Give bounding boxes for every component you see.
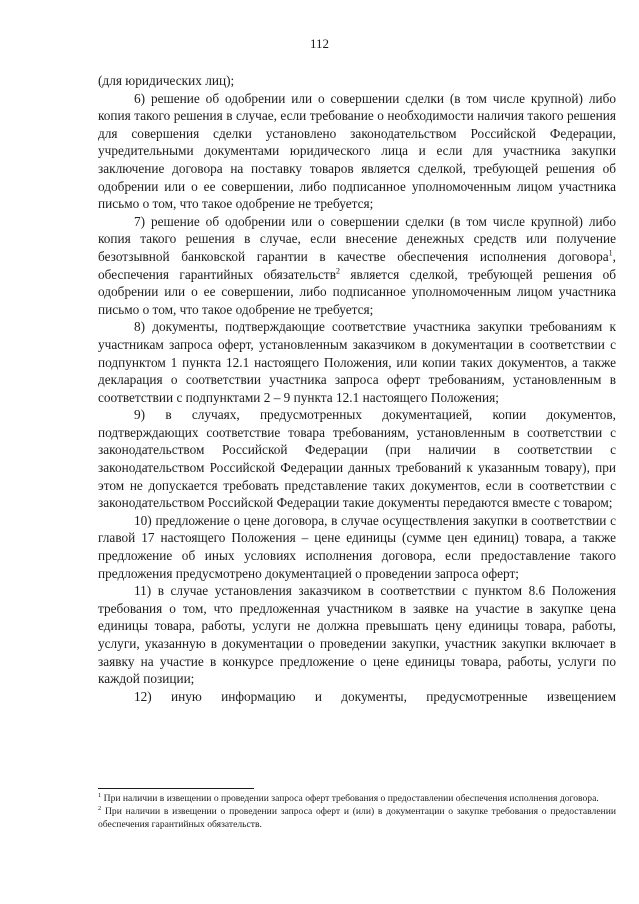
paragraph-item-6: 6) решение об одобрении или о совершении сделки (в том числе крупной) либо копия такого решения в случае, если требование о необходимости наличия такого решения для совершения сделки установлено законодательством Российской Федерации, учредительными документами юридического лица и если для участника закупки заключение договора на поставку товаров является сделкой, требующей решения об одобрении или о ее совершении, либо подписанное уполномоченным лицом участника письмо о том, что такое одобрение не требуется; bbox=[98, 90, 616, 212]
footnote-1 bbox=[98, 793, 616, 805]
paragraph-item-7-part-1: 7) решение об одобрении или о совершении сделки (в том числе крупной) либо копия такого решения в случае, если внесение денежных средств или получение безотзывной банковской гарантии в качестве обеспечения исполнения договора bbox=[98, 213, 616, 264]
footnote-mark-1: 1 bbox=[98, 791, 102, 799]
footnote-text-1: При наличии в извещении о проведении запроса оферт требования о предоставлении обеспечения исполнения договора. bbox=[101, 793, 599, 804]
paragraph-item-7-part-2: , обеспечения гарантийных обязательств bbox=[98, 248, 616, 282]
paragraph-item-11: 11) в случае установления заказчиком в соответствии с пунктом 8.6 Положения требования о том, что предложенная участником в заявке на участие в закупке цена единицы товара, работы, услуги не должна превышать цену единицы товара, работы, услуги, указанную в документации о проведении закупки, участник закупки включает в заявку на участие в конкурсе предложение о цене единицы товара, работы, услуги по каждой позиции; bbox=[98, 583, 616, 687]
page-number: 112 bbox=[309, 36, 330, 51]
paragraph-item-10: 10) предложение о цене договора, в случае осуществления закупки в соответствии с главой 17 настоящего Положения – цене единицы (сумме цен единиц) товара, а также предложение об иных условиях исполнения договора, если предоставление такого предложения предусмотрено документацией о проведении запроса оферт; bbox=[98, 512, 616, 581]
footnotes bbox=[98, 793, 616, 832]
paragraph-item-8: 8) документы, подтверждающие соответствие участника закупки требованиям к участникам запроса оферт, установленным заказчиком в документации в соответствии с подпунктом 1 пункта 12.1 настоящего Положения, или копии таких документов, а также декларация о соответствии участника запроса оферт требованиям, установленным в соответствии с подпунктами 2 – 9 пункта 12.1 настоящего Положения; bbox=[98, 319, 616, 405]
paragraph-1: (для юридических лиц); bbox=[98, 73, 235, 88]
footnote-mark-2: 2 bbox=[98, 805, 102, 813]
paragraph-item-9: 9) в случаях, предусмотренных документацией, копии документов, подтверждающих соответствие товара требованиям, установленным в соответствии с законодательством Российской Федерации (при наличии в соответствии с законодательством Российской Федерации данных требований к указанным товару), при этом не допускается требовать представление таких документов, если в соответствии с законодательством Российской Федерации такие документы передаются вместе с товаром; bbox=[98, 407, 616, 511]
footnote-ref-1: 1 bbox=[608, 248, 613, 258]
footnote-text-2: При наличии в извещении о проведении запроса оферт и (или) в документации о закупке требования о предоставлении обеспечения гарантийных обязательств. bbox=[98, 806, 616, 830]
footnote-separator bbox=[98, 788, 254, 789]
document-body bbox=[98, 72, 616, 705]
paragraph-item-12: 12) иную информацию и документы, предусмотренные извещением bbox=[134, 688, 616, 704]
footnote-ref-2: 2 bbox=[335, 266, 340, 276]
paragraph-item-7 bbox=[98, 213, 616, 319]
footnote-2 bbox=[98, 806, 616, 831]
paragraph-item-7-part-3: является сделкой, требующей решения об одобрении или о ее совершении, либо подписанное уполномоченным лицом участника письмо о том, что такое одобрение не требуется; bbox=[98, 266, 616, 317]
